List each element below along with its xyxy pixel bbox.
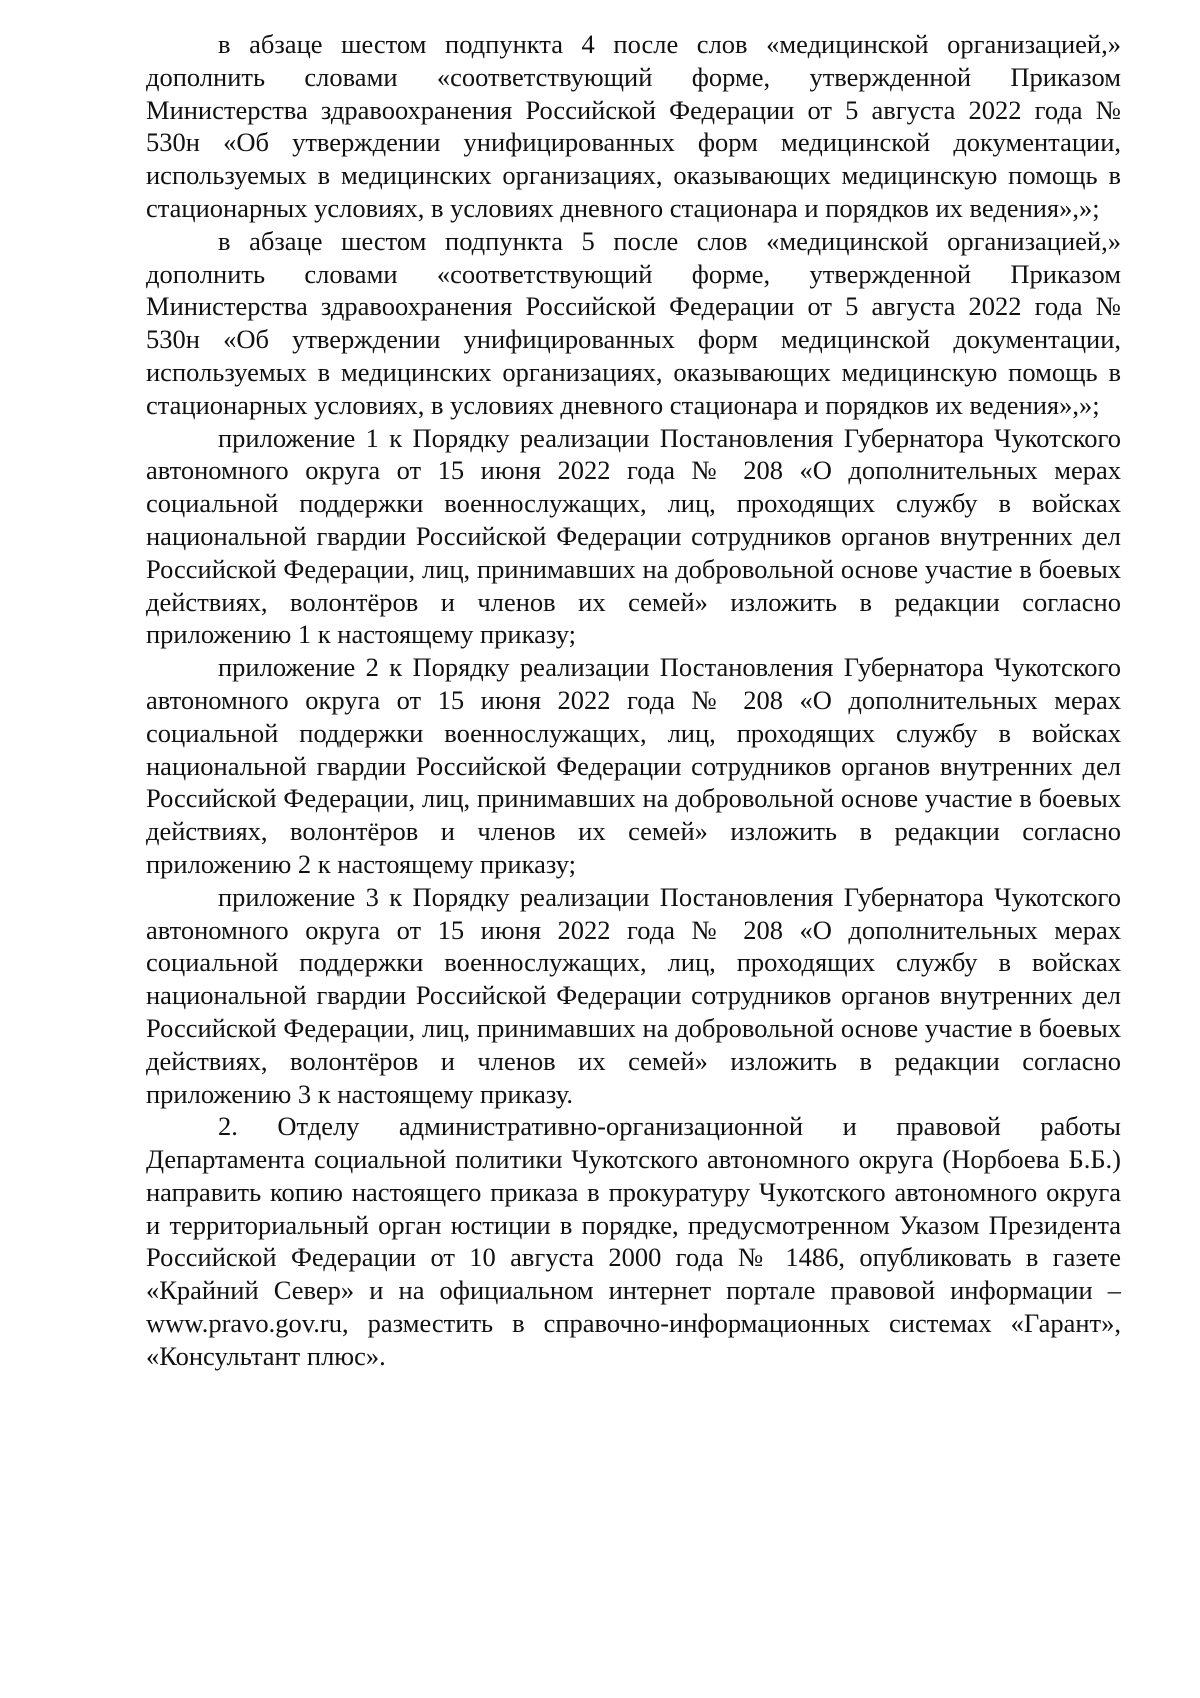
paragraph-amendment-subitem-4: в абзаце шестом подпункта 4 после слов «медицинской организацией,» дополнить словами «соответствующий форме, утвержденной Приказом Министерства здравоохранения Российской Федерации от 5 августа 2022 года № 530н «Об утверждении унифицированных форм медицинской документации, используемых в медицинских организациях, оказывающих медицинскую помощь в стационарных условиях, в условиях дневного стационара и порядков их ведения»,»;: [146, 29, 1121, 223]
document-page: [146, 28, 1121, 1373]
paragraph-item-2-publication: 2. Отделу административно-организационной и правовой работы Департамента социальной политики Чукотского автономного округа (Норбоева Б.Б.) направить копию настоящего приказа в прокуратуру Чукотского автономного округа и территориальный орган юстиции в порядке, предусмотренном Указом Президента Российской Федерации от 10 августа 2000 года № 1486, опубликовать в газете «Крайний Север» и на официальном интернет портале правовой информации – www.pravo.gov.ru, разместить в справочно-информационных системах «Гарант», «Консультант плюс».: [146, 1111, 1121, 1371]
paragraph-appendix-3: приложение 3 к Порядку реализации Постановления Губернатора Чукотского автономного округа от 15 июня 2022 года № 208 «О дополнительных мерах социальной поддержки военнослужащих, лиц, проходящих службу в войсках национальной гвардии Российской Федерации сотрудников органов внутренних дел Российской Федерации, лиц, принимавших на добровольной основе участие в боевых действиях, волонтёров и членов их семей» изложить в редакции согласно приложению 3 к настоящему приказу.: [146, 881, 1121, 1109]
paragraph-appendix-2: приложение 2 к Порядку реализации Постановления Губернатора Чукотского автономного округа от 15 июня 2022 года № 208 «О дополнительных мерах социальной поддержки военнослужащих, лиц, проходящих службу в войсках национальной гвардии Российской Федерации сотрудников органов внутренних дел Российской Федерации, лиц, принимавших на добровольной основе участие в боевых действиях, волонтёров и членов их семей» изложить в редакции согласно приложению 2 к настоящему приказу;: [146, 652, 1121, 879]
paragraph-amendment-subitem-5: в абзаце шестом подпункта 5 после слов «медицинской организацией,» дополнить словами «соответствующий форме, утвержденной Приказом Министерства здравоохранения Российской Федерации от 5 августа 2022 года № 530н «Об утверждении унифицированных форм медицинской документации, используемых в медицинских организациях, оказывающих медицинскую помощь в стационарных условиях, в условиях дневного стационара и порядков их ведения»,»;: [146, 225, 1121, 420]
paragraph-appendix-1: приложение 1 к Порядку реализации Постановления Губернатора Чукотского автономного округа от 15 июня 2022 года № 208 «О дополнительных мерах социальной поддержки военнослужащих, лиц, проходящих службу в войсках национальной гвардии Российской Федерации сотрудников органов внутренних дел Российской Федерации, лиц, принимавших на добровольной основе участие в боевых действиях, волонтёров и членов их семей» изложить в редакции согласно приложению 1 к настоящему приказу;: [146, 422, 1121, 650]
